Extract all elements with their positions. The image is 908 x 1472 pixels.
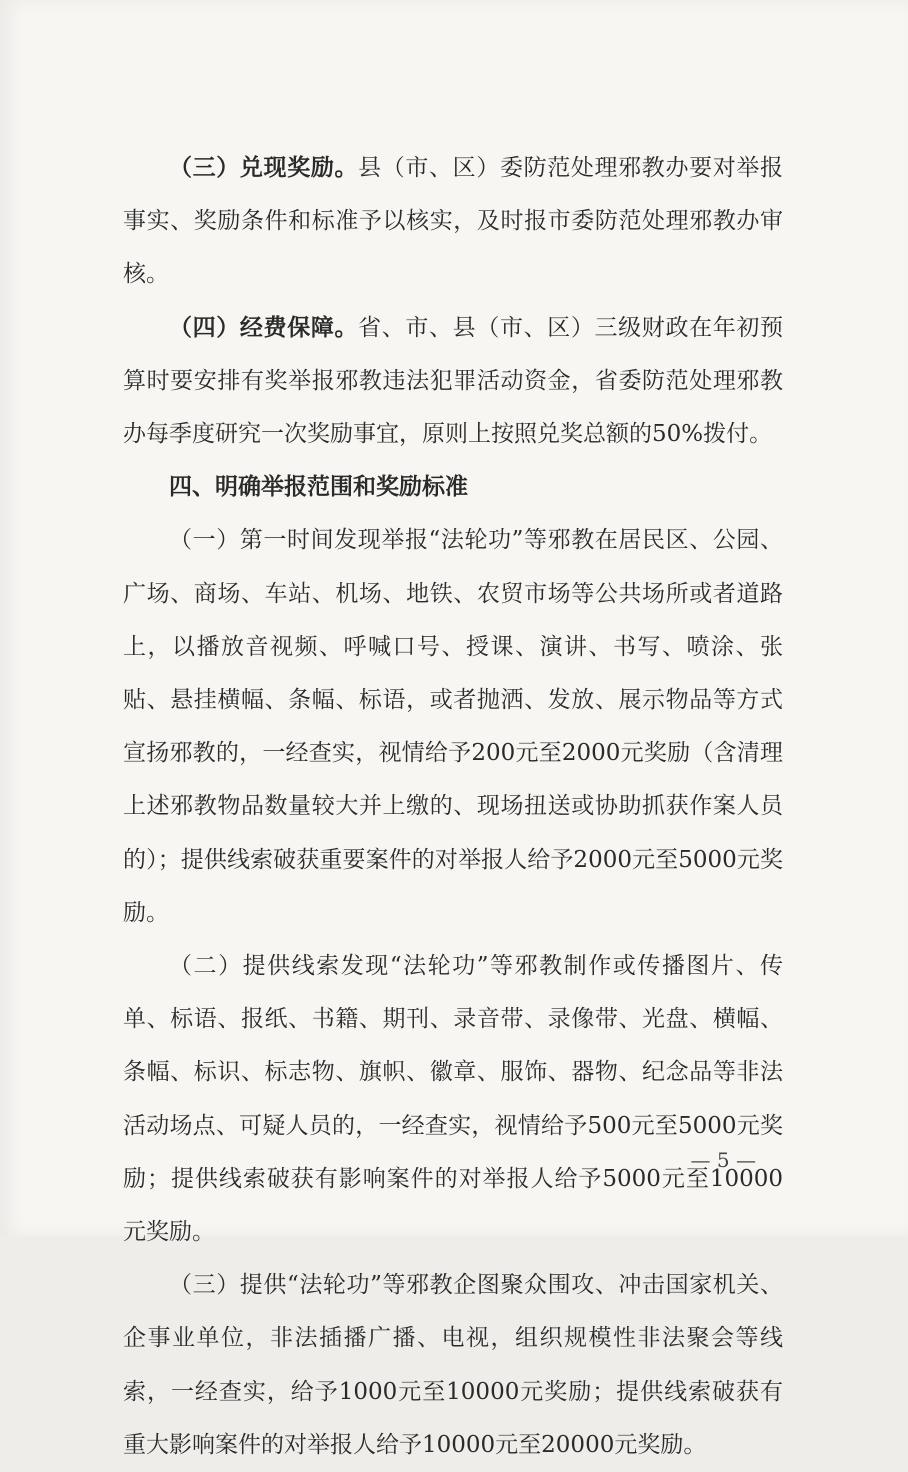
document-body <box>123 142 783 1472</box>
paragraph-lead: （四）经费保障。 <box>169 314 359 341</box>
paragraph-redeem-reward <box>123 142 783 302</box>
paragraph-text: 省、市、县（市、区）三级财政在年初预算时要安排有奖举报邪教违法犯罪活动资金，省委防范处理邪教办每季度研究一次奖励事宜，原则上按照兑奖总额的50%拨付。 <box>123 314 784 448</box>
paragraph-lead: （三）兑现奖励。 <box>169 155 359 181</box>
paragraph-text: 县（市、区）委防范处理邪教办要对举报事实、奖励条件和标准予以核实，及时报市委防范处理邪教办审核。 <box>123 155 784 288</box>
paragraph-item-1: （一）第一时间发现举报“法轮功”等邪教在居民区、公园、广场、商场、车站、机场、地铁、农贸市场等公共场所或者道路上，以播放音视频、呼喊口号、授课、演讲、书写、喷涂、张贴、悬挂横幅、条幅、标语，或者抛洒、发放、展示物品等方式宣扬邪教的，一经查实，视情给予200元至2000元奖励（含清理上述邪教物品数量较大并上缴的、现场扭送或协助抓获作案人员的）；提供线索破获重要案件的对举报人给予2000元至5000元奖励。 <box>123 527 783 926</box>
page-number: — 5 — <box>690 1148 756 1172</box>
paragraph-funding <box>123 302 783 462</box>
paragraph-item-3: （三）提供“法轮功”等邪教企图聚众围攻、冲击国家机关、企事业单位，非法插播广播、电视，组织规模性非法聚会等线索，一经查实，给予1000元至10000元奖励；提供线索破获有重大影响案件的对举报人给予10000元至20000元奖励。 <box>123 1272 783 1458</box>
paragraph-item-2: （二）提供线索发现“法轮功”等邪教制作或传播图片、传单、标语、报纸、书籍、期刊、录音带、录像带、光盘、横幅、条幅、标识、标志物、旗帜、徽章、服饰、器物、纪念品等非法活动场点、可疑人员的，一经查实，视情给予500元至5000元奖励；提供线索破获有影响案件的对举报人给予5000元至10000元奖励。 <box>123 953 783 1246</box>
section-heading: 四、明确举报范围和奖励标准 <box>169 474 468 501</box>
